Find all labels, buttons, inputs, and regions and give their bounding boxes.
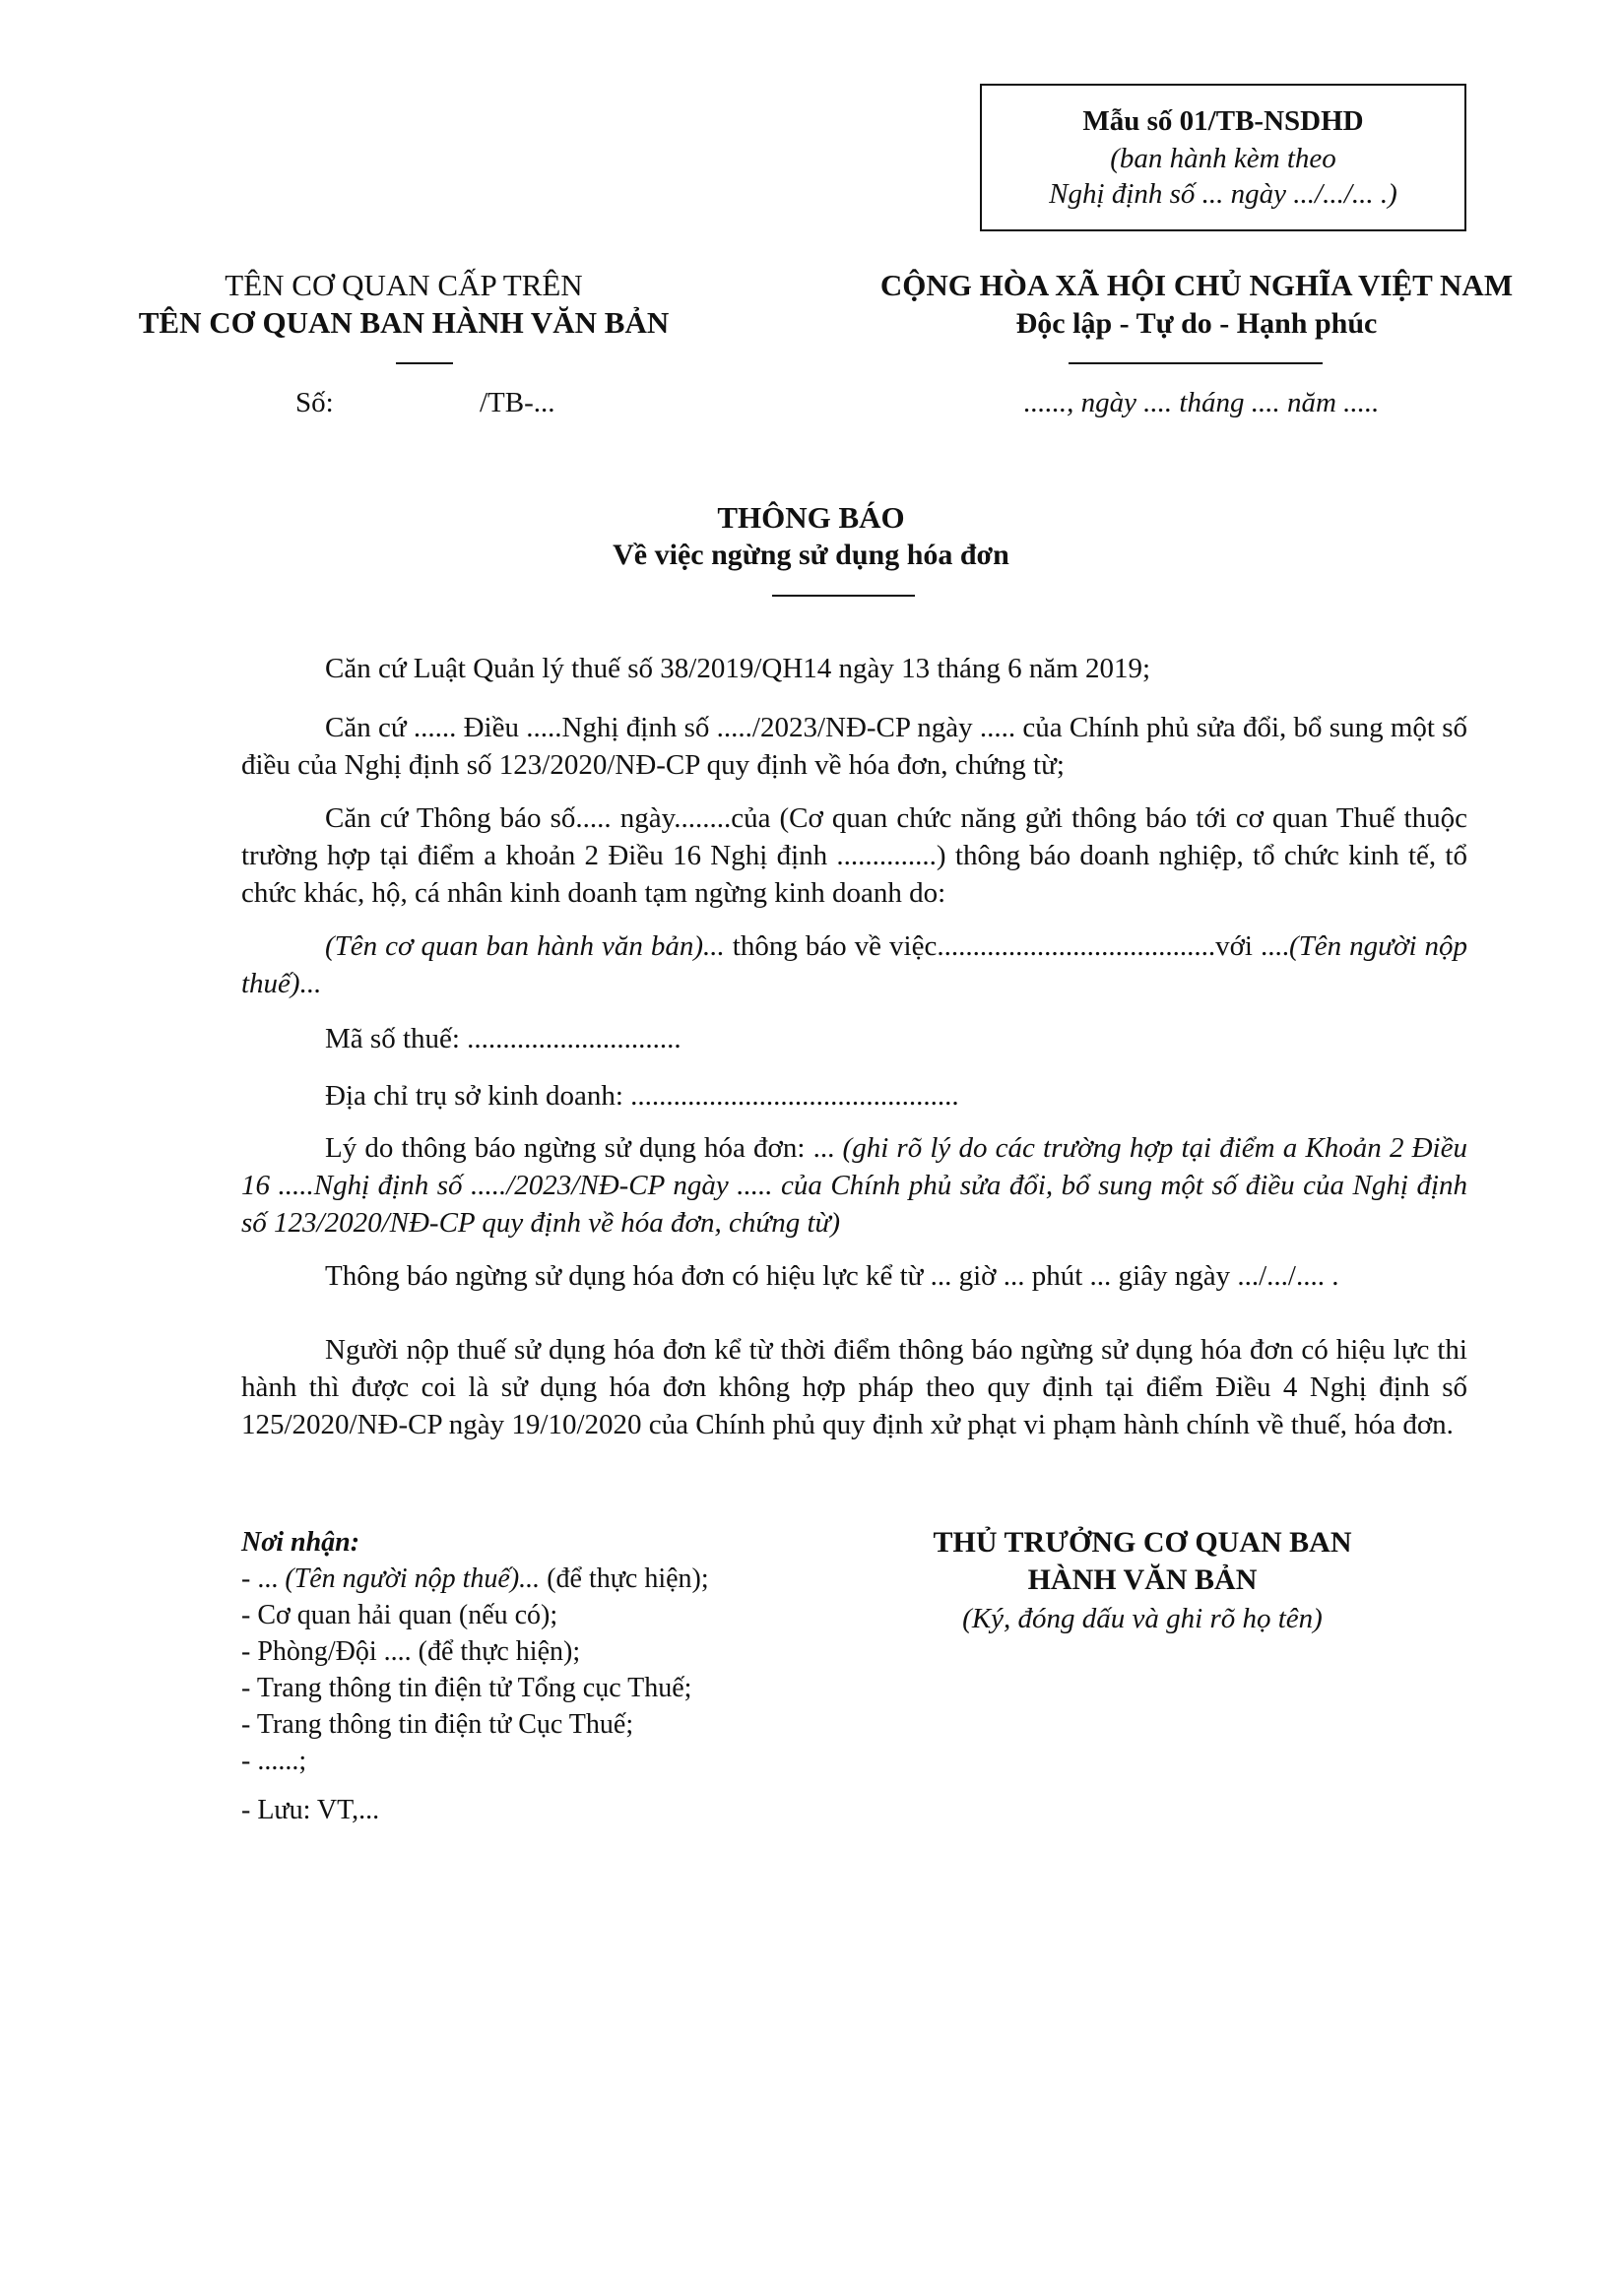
signature-instruction: (Ký, đóng dấu và ghi rõ họ tên) bbox=[962, 1603, 1323, 1634]
effective-time: Thông báo ngừng sử dụng hóa đơn có hiệu lực kể từ ... giờ ... phút ... giây ngày .../.../.... . bbox=[325, 1260, 1339, 1292]
legal-consequence: Người nộp thuế sử dụng hóa đơn kể từ thời điểm thông báo ngừng sử dụng hóa đơn có hiệu lực thi hành thì được coi là sử dụng hóa đơn không hợp pháp theo quy định tại điểm Điều 4 Nghị định số 125/2020/NĐ-CP ngày 19/10/2020 của Chính phủ quy định xử phạt vi phạm hành chính về thuế, hóa đơn. bbox=[241, 1334, 1467, 1440]
motto-rule bbox=[1069, 362, 1323, 364]
business-address-line: Địa chỉ trụ sở kinh doanh: .............................................. bbox=[325, 1080, 959, 1112]
page-subtitle: Về việc ngừng sử dụng hóa đơn bbox=[613, 539, 1009, 571]
stop-reason: Lý do thông báo ngừng sử dụng hóa đơn: ... (ghi rõ lý do các trường hợp tại điểm a Khoản 2 Điều 16 .....Nghị định số ...../2023/NĐ-CP ngày ..... của Chính phủ sửa đổi, bổ sung một số điều của Nghị định số 123/2020/NĐ-CP quy định về hóa đơn, chứng từ) bbox=[241, 1132, 1467, 1239]
date-line: ......, ngày .... tháng .... năm ..... bbox=[1023, 387, 1380, 418]
document-number-label: Số: bbox=[295, 387, 334, 418]
signatory-title-line-2: HÀNH VĂN BẢN bbox=[1027, 1563, 1258, 1596]
recipient-item: - Cơ quan hải quan (nếu có); bbox=[241, 1600, 558, 1630]
left-header-rule bbox=[396, 362, 453, 364]
signatory-title-line-1: THỦ TRƯỞNG CƠ QUAN BAN bbox=[933, 1526, 1352, 1559]
title-rule bbox=[772, 595, 915, 597]
form-code-box bbox=[980, 84, 1466, 231]
form-code: Mẫu số 01/TB-NSDHD bbox=[1082, 105, 1364, 137]
document-number-value: /TB-... bbox=[480, 387, 555, 418]
issuing-agency: TÊN CƠ QUAN BAN HÀNH VĂN BẢN bbox=[138, 305, 670, 340]
form-decree-ref: Nghị định số ... ngày .../.../... .) bbox=[1049, 178, 1397, 210]
recipient-item: - Trang thông tin điện tử Tổng cục Thuế; bbox=[241, 1673, 692, 1703]
form-issued-note: (ban hành kèm theo bbox=[1110, 143, 1336, 174]
legal-basis-1: Căn cứ Luật Quản lý thuế số 38/2019/QH14 ngày 13 tháng 6 năm 2019; bbox=[325, 653, 1151, 684]
notice-subject: (Tên cơ quan ban hành văn bản)... thông báo về việc.......................................với ....(Tên người nộp thuế)... bbox=[241, 930, 1467, 999]
recipient-item: - ... (Tên người nộp thuế)... (để thực hiện); bbox=[241, 1563, 709, 1594]
page-title: THÔNG BÁO bbox=[717, 500, 905, 535]
legal-basis-2: Căn cứ ...... Điều .....Nghị định số ...../2023/NĐ-CP ngày ..... của Chính phủ sửa đổi, bổ sung một số điều của Nghị định số 123/2020/NĐ-CP quy định về hóa đơn, chứng từ; bbox=[241, 712, 1467, 781]
legal-basis-3: Căn cứ Thông báo số..... ngày........của (Cơ quan chức năng gửi thông báo tới cơ quan Thuế thuộc trường hợp tại điểm a khoản 2 Điều 16 Nghị định ..............) thông báo doanh nghiệp, tổ chức kinh tế, tổ chức khác, hộ, cá nhân kinh doanh tạm ngừng kinh doanh do: bbox=[241, 802, 1467, 909]
recipients-heading: Nơi nhận: bbox=[241, 1527, 360, 1558]
recipient-item: - Lưu: VT,... bbox=[241, 1795, 380, 1825]
recipient-item: - Trang thông tin điện tử Cục Thuế; bbox=[241, 1709, 634, 1740]
country-name: CỘNG HÒA XÃ HỘI CHỦ NGHĨA VIỆT NAM bbox=[879, 268, 1514, 302]
tax-code-line: Mã số thuế: .............................. bbox=[325, 1023, 681, 1054]
superior-agency: TÊN CƠ QUAN CẤP TRÊN bbox=[225, 268, 583, 302]
recipient-item: - ......; bbox=[241, 1746, 307, 1776]
national-motto: Độc lập - Tự do - Hạnh phúc bbox=[1015, 307, 1378, 340]
recipient-item: - Phòng/Đội .... (để thực hiện); bbox=[241, 1636, 581, 1667]
